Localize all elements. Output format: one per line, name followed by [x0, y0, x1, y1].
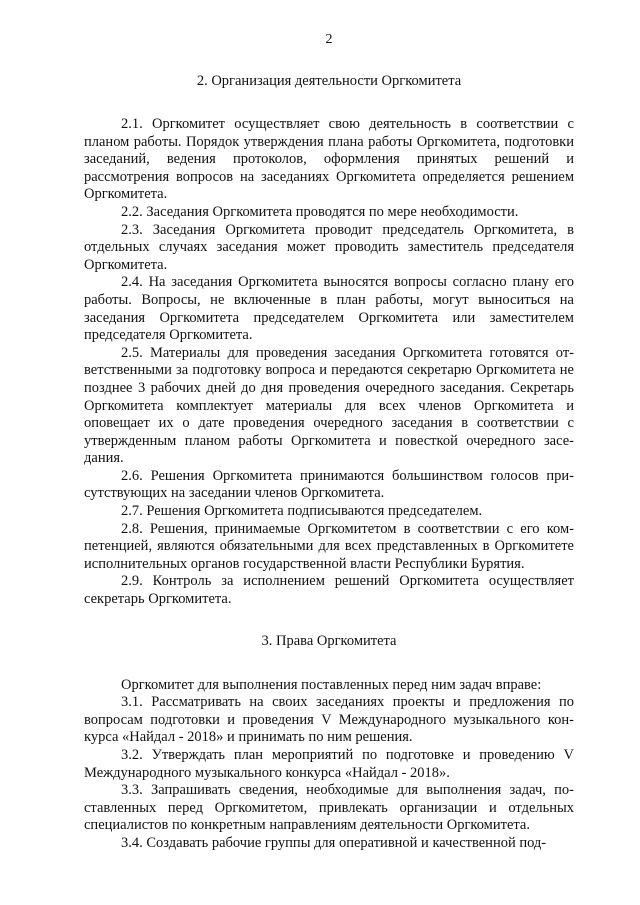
paragraph-3-4: 3.4. Создавать рабочие группы для оперативной и качественной под- — [121, 834, 547, 851]
section-3 — [84, 631, 574, 853]
paragraph-2-2: 2.2. Заседания Оргкомитета проводятся по мере необходимости. — [121, 203, 519, 220]
page-number: 2 — [325, 32, 333, 47]
paragraph-3-intro: Оргкомитет для выполнения поставленных перед ним задач вправе: — [121, 676, 542, 693]
document-page — [84, 30, 574, 853]
paragraph-2-5: 2.5. Материалы для проведения заседания Оргкомитета готовятся ответственными за подготовку вопроса и передаются секретарю Оргкомитета не позднее 3 рабочих дней до дня проведения очередного заседания. Секретарь Оргкомитета комплектует материалы для всех членов Оргкомитета и оповещает их о дате проведения очередного заседания в соответствии с утвержденным планом работы Оргкомитета и повесткой очередного заседания. — [84, 344, 574, 467]
section-2 — [84, 71, 574, 609]
paragraph-2-9: 2.9. Контроль за исполнением решений Оргкомитета осуществляет секретарь Оргкомитета. — [84, 573, 574, 608]
paragraph-3-1: 3.1. Рассматривать на своих заседаниях проекты и предложения по вопросам подготовки и проведения V Международного музыкального конкурса «Найдал - 2018» и принимать по ним решения. — [84, 694, 574, 746]
paragraph-2-6: 2.6. Решения Оргкомитета принимаются большинством голосов присутствующих на заседании членов Оргкомитета. — [84, 467, 574, 502]
paragraph-3-2: 3.2. Утверждать план мероприятий по подготовке и проведению V Международного музыкального конкурса «Найдал - 2018». — [84, 747, 574, 781]
section-3-title: 3. Права Оргкомитета — [261, 632, 397, 649]
paragraph-2-1: 2.1. Оргкомитет осуществляет свою деятельность в соответствии с планом работы. Порядок утверждения плана работы Оргкомитета, подготовки заседаний, ведения протоколов, оформления принятых решений и рассмотрения вопросов на заседаниях Оргкомитета определяется решением Оргкомитета. — [84, 116, 574, 203]
paragraph-2-8: 2.8. Решения, принимаемые Оргкомитетом в соответствии с его компетенцией, являются обязательными для всех представленных в Оргкомитете исполнительных органов государственной власти Республики Бурятия. — [84, 520, 574, 572]
paragraph-2-3: 2.3. Заседания Оргкомитета проводит председатель Оргкомитета, в отдельных случаях заседания может проводить заместитель председателя Оргкомитета. — [84, 221, 574, 273]
paragraph-2-4: 2.4. На заседания Оргкомитета выносятся вопросы согласно плану его работы. Вопросы, не включенные в план работы, могут выноситься на заседания Оргкомитета председателем Оргкомитета или заместителем председателя Оргкомитета. — [84, 274, 574, 344]
paragraph-3-3: 3.3. Запрашивать сведения, необходимые для выполнения задач, поставленных перед Оргкомитетом, привлекать организации и отдельных специалистов по конкретным направлениям деятельности Оргкомитета. — [84, 782, 574, 834]
section-2-title: 2. Организация деятельности Оргкомитета — [196, 73, 462, 89]
paragraph-2-7: 2.7. Решения Оргкомитета подписываются председателем. — [121, 503, 483, 520]
